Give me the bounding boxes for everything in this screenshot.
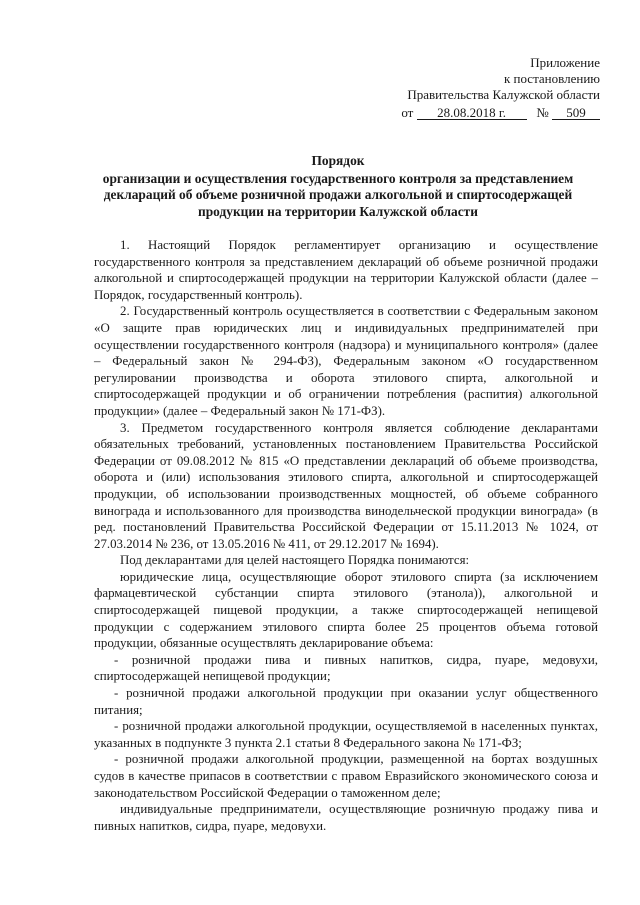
- title-heading: Порядок: [311, 153, 365, 168]
- number-label: №: [536, 105, 549, 120]
- resolution-date: 28.08.2018 г.: [417, 106, 527, 120]
- legal-entities-paragraph: юридические лица, осуществляющие оборот этилового спирта (за исключением фармацевтической субстанции спирта этилового (этанола)), алкогольной и спиртосодержащей пищевой продукции, а также спиртосодержащей непищевой продукции с содержанием этилового спирта более 25 процентов объема готовой продукции, обязанные осуществлять декларирование объема:: [94, 569, 598, 651]
- resolution-number: 509: [552, 106, 600, 120]
- paragraph-3: 3. Предметом государственного контроля является соблюдение декларантами обязательных требований, установленных постановлением Правительства Российской Федерации от 09.08.2012 № 815 «О представлении деклараций об объеме производства, оборота и (или) использования этилового спирта, алкогольной и спиртосодержащей продукции, об использовании производственных мощностей, об объеме собранного винограда и использованного для производства винодельческой продукции винограда» (в ред. постановлений Правительства Российской Федерации от 15.11.2013 № 1024, от 27.03.2014 № 236, от 13.05.2016 № 411, от 29.12.2017 № 1694).: [94, 420, 598, 551]
- appendix-block: [401, 55, 600, 121]
- document-body: [94, 237, 598, 834]
- entrepreneurs-paragraph: индивидуальные предприниматели, осуществляющие розничную продажу пива и пивных напитков, сидра, пуаре, медовухи.: [94, 802, 598, 833]
- paragraph-2: 2. Государственный контроль осуществляется в соответствии с Федеральным законом «О защите прав юридических лиц и индивидуальных предпринимателей при осуществлении государственного контроля (надзора) и муниципального контроля» (далее – Федеральный закон № 294-ФЗ), Федеральным законом «О государственном регулировании производства и оборота этилового спирта, алкогольной и спиртосодержащей продукции и об ограничении потребления (распития) алкогольной продукции» (далее – Федеральный закон № 171-ФЗ).: [94, 304, 598, 418]
- title-line-1: организации и осуществления государственного контроля за представлением: [102, 170, 574, 186]
- appendix-government-line: Правительства Калужской области: [407, 87, 600, 102]
- paragraph-1: 1. Настоящий Порядок регламентирует организацию и осуществление государственного контроля за представлением деклараций об объеме розничной продажи алкогольной и спиртосодержащей продукции на территории Калужской области (далее – Порядок, государственный контроль).: [94, 238, 598, 302]
- list-item: - розничной продажи алкогольной продукции при оказании услуг общественного питания;: [94, 686, 598, 717]
- list-item: - розничной продажи пива и пивных напитков, сидра, пуаре, медовухи, спиртосодержащей непищевой продукции;: [94, 652, 598, 684]
- declarants-intro: Под декларантами для целей настоящего Порядка понимаются:: [120, 553, 470, 568]
- document-title: [78, 153, 598, 220]
- appendix-date-number-line: [401, 105, 600, 121]
- appendix-title: Приложение: [530, 55, 600, 70]
- title-line-3: продукции на территории Калужской области: [198, 203, 478, 219]
- list-item: - розничной продажи алкогольной продукции, размещенной на бортах воздушных судов в качестве припасов в соответствии с правом Евразийского экономического союза и законодательством Российской Федерации о таможенном деле;: [94, 752, 598, 800]
- list-item: - розничной продажи алкогольной продукции, осуществляемой в населенных пунктах, указанных в подпункте 3 пункта 2.1 статьи 8 Федерального закона № 171-ФЗ;: [94, 719, 598, 750]
- appendix-resolution-line: к постановлению: [503, 71, 600, 86]
- from-label: от: [401, 105, 414, 120]
- title-line-2: деклараций об объеме розничной продажи алкогольной и спиртосодержащей: [103, 187, 573, 202]
